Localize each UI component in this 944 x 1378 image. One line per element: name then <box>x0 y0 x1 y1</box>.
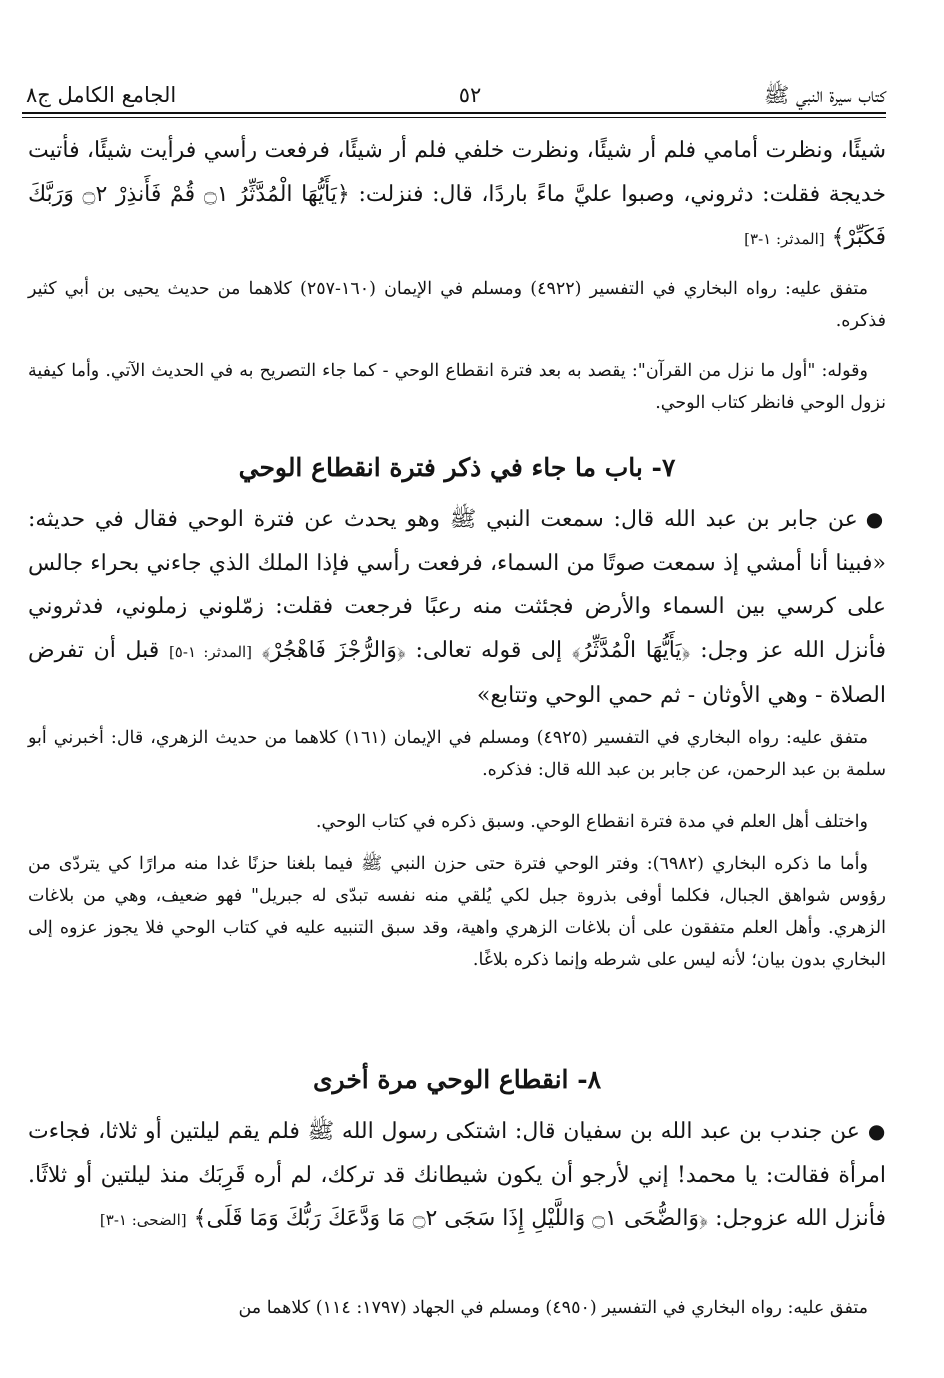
bullet-icon: ● <box>865 507 887 531</box>
book-title: كتاب سيرة النبي ﷺ <box>763 83 886 107</box>
takhrij-note: متفق عليه: رواه البخاري في التفسير (٤٩٢٢) ومسلم في الإيمان (١٦٠-٢٥٧) كلاهما من حديث يحيى بن أبي كثير فذكره. <box>28 279 886 331</box>
chapter-heading-7: ٧- باب ما جاء في ذكر فترة انقطاع الوحي <box>238 453 676 482</box>
hadith-text: عن جابر بن عبد الله قال: سمعت النبي ﷺ وهو يحدث عن فترة الوحي فقال في حديثه: «فبينا أنا أمشي إذ سمعت صوتًا من السماء، فرفعت رأسي فإذا الملك الذي جاءني بحراء جالس على كرسي بين السماء والأرض فجئثت منه رعبًا فرجعت فقلت: زمّلوني زملوني، فدثروني فأنزل الله عز وجل: ﴿يَأَيُّهَا الْمُدَّثِّرُ﴾ إلى قوله تعالى: ﴿وَالرُّجْزَ فَاهْجُرْ﴾ <box>28 507 886 663</box>
header-rule-thick <box>22 112 886 114</box>
hadith-jundub <box>28 1110 886 1243</box>
verse-citation: [الضحى: ١-٣] <box>99 1211 187 1229</box>
commentary-note: وأما ما ذكره البخاري (٦٩٨٢): وفتر الوحي فترة حتى حزن النبي ﷺ فيما بلغنا حزنًا غدا منه مرارًا كي يتردّى من رؤوس شواهق الجبال، فكلما أوفى بذروة جبل لكي يُلقي منه نفسه تبدّى له جبريل" فهو ضعيف، وهي من بلاغات الزهري. وأهل العلم متفقون على أن بلاغات الزهري واهية، وقد سبق التنبيه عليه في كتاب الوحي فلا يجوز عزوه إلى البخاري بدون بيان؛ لأنه ليس على شرطه وإنما ذكره بلاغًا. <box>28 854 886 970</box>
bullet-icon: ● <box>867 1119 886 1143</box>
commentary-note: وقوله: "أول ما نزل من القرآن": يقصد به بعد فترة انقطاع الوحي - كما جاء التصريح به في الحديث الآتي. وأما كيفية نزول الوحي فانظر كتاب الوحي. <box>28 361 886 413</box>
hadith-continuation <box>28 129 886 262</box>
chapter-heading-8: ٨- انقطاع الوحي مرة أخرى <box>312 1065 602 1094</box>
page-number: ٥٢ <box>458 83 482 107</box>
verse-citation: [المدثر: ١-٣] <box>744 230 825 248</box>
hadith-text-tail: قبل أن تفرض الصلاة - وهي الأوثان - ثم حمي الوحي وتتابع» <box>28 637 886 708</box>
running-header <box>26 62 886 106</box>
hadith-jabir <box>28 498 886 718</box>
verse-citation: [المدثر: ١-٥] <box>168 642 253 661</box>
collection-title: الجامع الكامل ج٨ <box>26 83 177 107</box>
hadith-text: شيئًا، ونظرت أمامي فلم أر شيئًا، ونظرت خلفي فلم أر شيئًا، فرفعت رأسي فرأيت شيئًا، فأتيت خديجة فقلت: دثروني، وصبوا عليَّ ماءً باردًا، قال: فنزلت: ﴿يَأَيُّهَا الْمُدَّثِّرُ ۝١ قُمْ فَأَنذِرْ ۝٢ وَرَبَّكَ فَكَبِّرْ﴾ <box>28 138 887 250</box>
header-rule-thin <box>22 117 886 118</box>
commentary-note: واختلف أهل العلم في مدة فترة انقطاع الوحي. وسبق ذكره في كتاب الوحي. <box>315 812 868 832</box>
hadith-text: عن جندب بن عبد الله بن سفيان قال: اشتكى رسول الله ﷺ فلم يقم ليلتين أو ثلاثا، فجاءت امرأة فقالت: يا محمد! إني لأرجو أن يكون شيطانك قد تركك، لم أره قَرِبَك منذ ليلتين أو ثلاثًا. فأنزل الله عزوجل: ﴿وَالضُّحَى ۝١ وَاللَّيْلِ إِذَا سَجَى ۝٢ مَا وَدَّعَكَ رَبُّكَ وَمَا قَلَى﴾ <box>28 1119 887 1231</box>
takhrij-note: متفق عليه: رواه البخاري في التفسير (٤٩٢٥) ومسلم في الإيمان (١٦١) كلاهما من حديث الزهري، قال: أخبرني أبو سلمة بن عبد الرحمن، عن جابر بن عبد الله قال: فذكره. <box>28 728 886 780</box>
takhrij-note: متفق عليه: رواه البخاري في التفسير (٤٩٥٠) ومسلم في الجهاد (١٧٩٧: ١١٤) كلاهما من <box>238 1298 868 1318</box>
